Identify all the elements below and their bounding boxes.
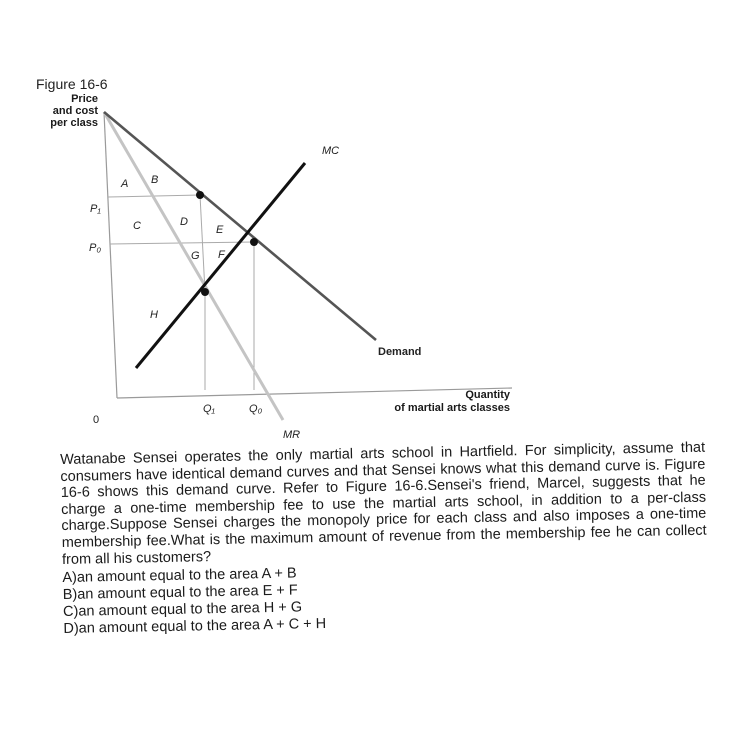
monopoly-point bbox=[196, 191, 204, 199]
question-block bbox=[60, 440, 708, 638]
x-axis-label-line-2: of martial arts classes bbox=[394, 402, 510, 414]
y-axis-label-line-2: and cost bbox=[52, 105, 98, 117]
y-axis-label-line-3: per class bbox=[50, 117, 98, 129]
x-axis-label-line-1: Quantity bbox=[465, 389, 510, 401]
area-c-label: C bbox=[133, 220, 141, 232]
mr-label: MR bbox=[283, 429, 301, 441]
option-c[interactable]: C)an amount equal to the area H + G bbox=[62, 599, 303, 620]
q1-label: Q₁ bbox=[203, 403, 216, 415]
area-h-label: H bbox=[150, 309, 158, 321]
option-b[interactable]: B)an amount equal to the area E + F bbox=[62, 582, 298, 603]
origin-label: 0 bbox=[93, 414, 100, 426]
equilibrium-point bbox=[250, 238, 258, 246]
p1-label: P₁ bbox=[90, 203, 101, 215]
mr-mc-intersection-point bbox=[201, 288, 209, 296]
q0-label: Q₀ bbox=[249, 403, 263, 415]
p0-label: P₀ bbox=[89, 242, 101, 254]
area-b-label: B bbox=[151, 174, 159, 186]
y-axis-label-line-1: Price bbox=[71, 93, 98, 105]
figure-title: Figure 16-6 bbox=[36, 76, 108, 92]
area-d-label: D bbox=[180, 216, 188, 228]
x-axis bbox=[117, 388, 512, 398]
area-g-label: G bbox=[191, 250, 200, 262]
answer-options bbox=[62, 558, 708, 638]
y-axis bbox=[104, 112, 117, 398]
option-d[interactable]: D)an amount equal to the area A + C + H bbox=[63, 615, 327, 637]
demand-label: Demand bbox=[378, 346, 422, 358]
area-f-label: F bbox=[218, 249, 225, 261]
option-a[interactable]: A)an amount equal to the area A + B bbox=[62, 565, 297, 587]
area-e-label: E bbox=[216, 224, 224, 236]
mr-curve bbox=[104, 112, 283, 420]
mc-curve bbox=[136, 163, 305, 368]
area-a-label: A bbox=[121, 178, 129, 190]
question-text: Watanabe Sensei operates the only martial arts school in Hartfield. For simplicity, assume that consumers have identical demand curves and that Sensei knows what this demand curve is. Figure 16-6 shows this demand curve. Refer to Figure 16-6.Sensei's friend, Marcel, suggests that he charge a one-time membership fee to use the martial arts school, in addition to a per-class charge.Suppose Sensei charges the monopoly price for each class and also imposes a one-time membership fee.What is the maximum amount of revenue from the membership fee he can collect from all his customers? bbox=[60, 439, 707, 568]
mc-label: MC bbox=[322, 145, 340, 157]
